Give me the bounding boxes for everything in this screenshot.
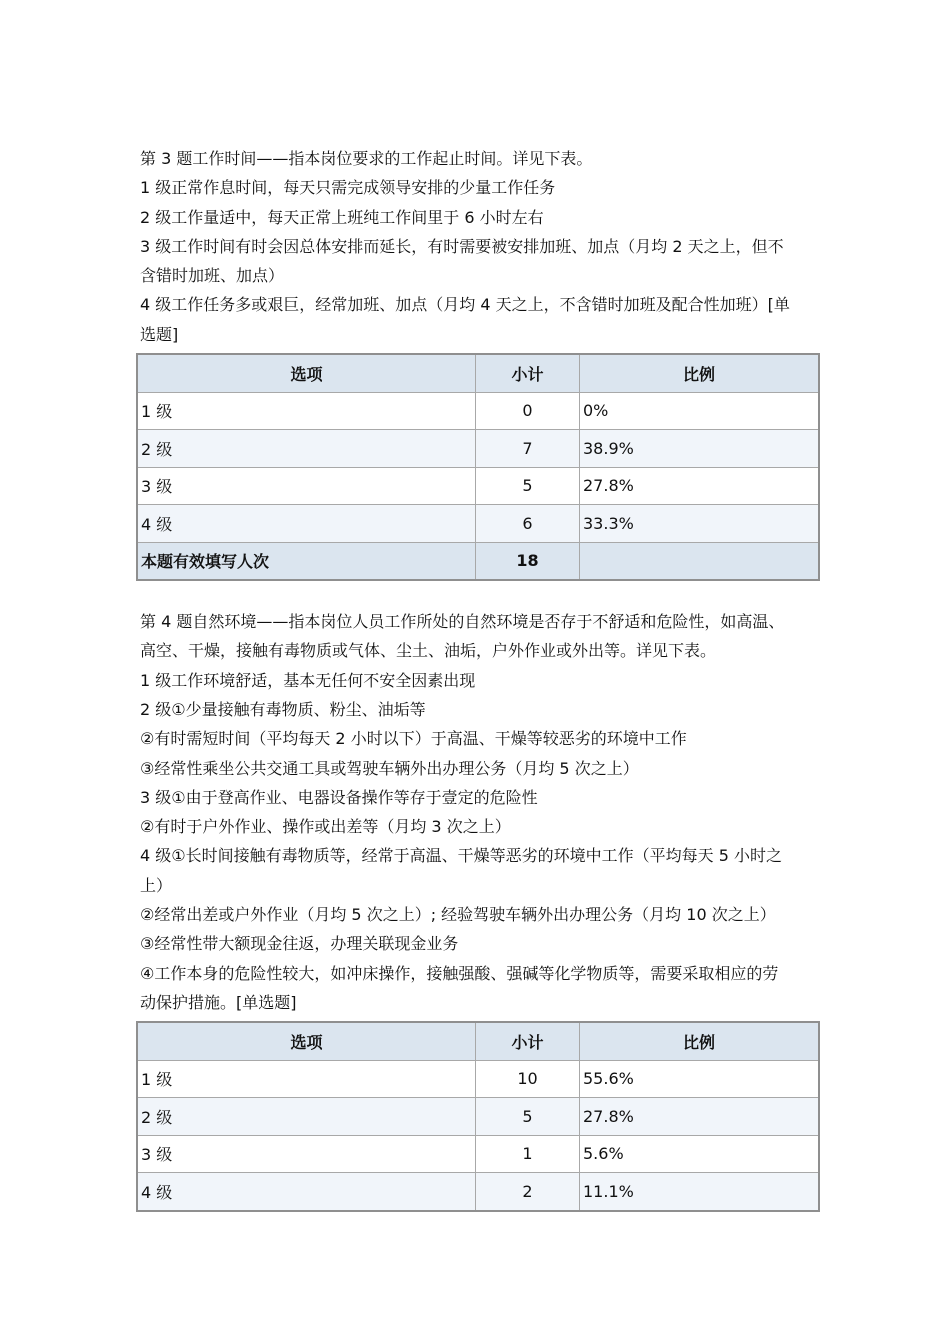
- table-row: [137, 1135, 819, 1173]
- row-count: 5: [476, 1098, 580, 1136]
- q4-title-cont: 高空、干燥，接触有毒物质或气体、尘土、油垢，户外作业或外出等。详见下表。: [140, 641, 717, 661]
- q3-title: 第 3 题工作时间——指本岗位要求的工作起止时间。详见下表。: [140, 149, 593, 168]
- row-count: 0: [476, 392, 580, 430]
- row-ratio: 5.6%: [580, 1135, 820, 1173]
- row-count: 10: [476, 1060, 580, 1098]
- q4-results-table: [136, 1021, 820, 1212]
- row-count: 6: [476, 505, 580, 543]
- q4-level-3-item-1: 3 级①由于登高作业、电器设备操作等存于壹定的危险性: [140, 787, 538, 807]
- q4-level-2-item-1: 2 级①少量接触有毒物质、粉尘、油垢等: [140, 699, 426, 719]
- table-row: [137, 392, 819, 430]
- table-row: [137, 1173, 819, 1211]
- q3-level-4-cont: 选题]: [140, 324, 179, 344]
- row-ratio: 0%: [580, 392, 820, 430]
- q4-level-4-item-1-cont: 上）: [140, 875, 173, 895]
- q3-level-4: 4 级工作任务多或艰巨，经常加班、加点（月均 4 天之上，不含错时加班及配合性加班）[单: [140, 295, 790, 315]
- row-count: 1: [476, 1135, 580, 1173]
- row-ratio: 27.8%: [580, 467, 820, 505]
- q4-level-4-item-4: ④工作本身的危险性较大，如冲床操作，接触强酸、强碱等化学物质等，需要采取相应的劳: [140, 963, 779, 983]
- row-ratio: 27.8%: [580, 1098, 820, 1136]
- table-row: [137, 1060, 819, 1098]
- document-page: [140, 144, 820, 1212]
- table-row: [137, 430, 819, 468]
- table-header-row: [137, 354, 819, 392]
- row-ratio: 38.9%: [580, 430, 820, 468]
- table-row: [137, 467, 819, 505]
- header-option: 选项: [137, 1022, 476, 1060]
- q4-level-4-item-2: ②经常出差或户外作业（月均 5 次之上）; 经验驾驶车辆外出办理公务（月均 10 次之上）: [140, 905, 776, 925]
- row-option: 3 级: [137, 1135, 476, 1173]
- q4-level-2-item-2: ②有时需短时间（平均每天 2 小时以下）于高温、干燥等较恶劣的环境中工作: [140, 729, 687, 749]
- table-header-row: [137, 1022, 819, 1060]
- q3-results-table: [136, 353, 820, 581]
- q3-level-1: 1 级正常作息时间，每天只需完成领导安排的少量工作任务: [140, 178, 556, 198]
- header-count: 小计: [476, 1022, 580, 1060]
- header-ratio: 比例: [580, 354, 820, 392]
- row-option: 3 级: [137, 467, 476, 505]
- total-ratio: [580, 542, 820, 580]
- q4-level-4-item-1: 4 级①长时间接触有毒物质等，经常于高温、干燥等恶劣的环境中工作（平均每天 5 小时之: [140, 846, 782, 866]
- row-option: 2 级: [137, 1098, 476, 1136]
- question-3: [140, 144, 820, 581]
- q4-level-3-item-2: ②有时于户外作业、操作或出差等（月均 3 次之上）: [140, 817, 511, 837]
- row-option: 4 级: [137, 505, 476, 543]
- row-option: 4 级: [137, 1173, 476, 1211]
- header-count: 小计: [476, 354, 580, 392]
- q4-level-2-item-3: ③经常性乘坐公共交通工具或驾驶车辆外出办理公务（月均 5 次之上）: [140, 758, 639, 778]
- total-label: 本题有效填写人次: [137, 542, 476, 580]
- q3-level-3-cont: 含错时加班、加点）: [140, 266, 285, 286]
- row-ratio: 55.6%: [580, 1060, 820, 1098]
- q3-level-3: 3 级工作时间有时会因总体安排而延长，有时需要被安排加班、加点（月均 2 天之上，但不: [140, 236, 784, 256]
- question-4: [140, 607, 820, 1212]
- q3-level-2: 2 级工作量适中，每天正常上班纯工作间里于 6 小时左右: [140, 207, 544, 227]
- q4-level-1: 1 级工作环境舒适，基本无任何不安全因素出现: [140, 670, 476, 690]
- row-ratio: 33.3%: [580, 505, 820, 543]
- row-count: 2: [476, 1173, 580, 1211]
- row-option: 1 级: [137, 392, 476, 430]
- total-count: 18: [476, 542, 580, 580]
- q4-level-4-item-3: ③经常性带大额现金往返，办理关联现金业务: [140, 934, 459, 954]
- q4-level-4-item-4-cont: 动保护措施。[单选题]: [140, 992, 297, 1012]
- row-option: 2 级: [137, 430, 476, 468]
- row-count: 7: [476, 430, 580, 468]
- row-count: 5: [476, 467, 580, 505]
- table-row: [137, 505, 819, 543]
- q4-title: 第 4 题自然环境——指本岗位人员工作所处的自然环境是否存于不舒适和危险性，如高温、: [140, 612, 785, 632]
- row-ratio: 11.1%: [580, 1173, 820, 1211]
- table-row: [137, 1098, 819, 1136]
- table-total-row: [137, 542, 819, 580]
- header-ratio: 比例: [580, 1022, 820, 1060]
- header-option: 选项: [137, 354, 476, 392]
- row-option: 1 级: [137, 1060, 476, 1098]
